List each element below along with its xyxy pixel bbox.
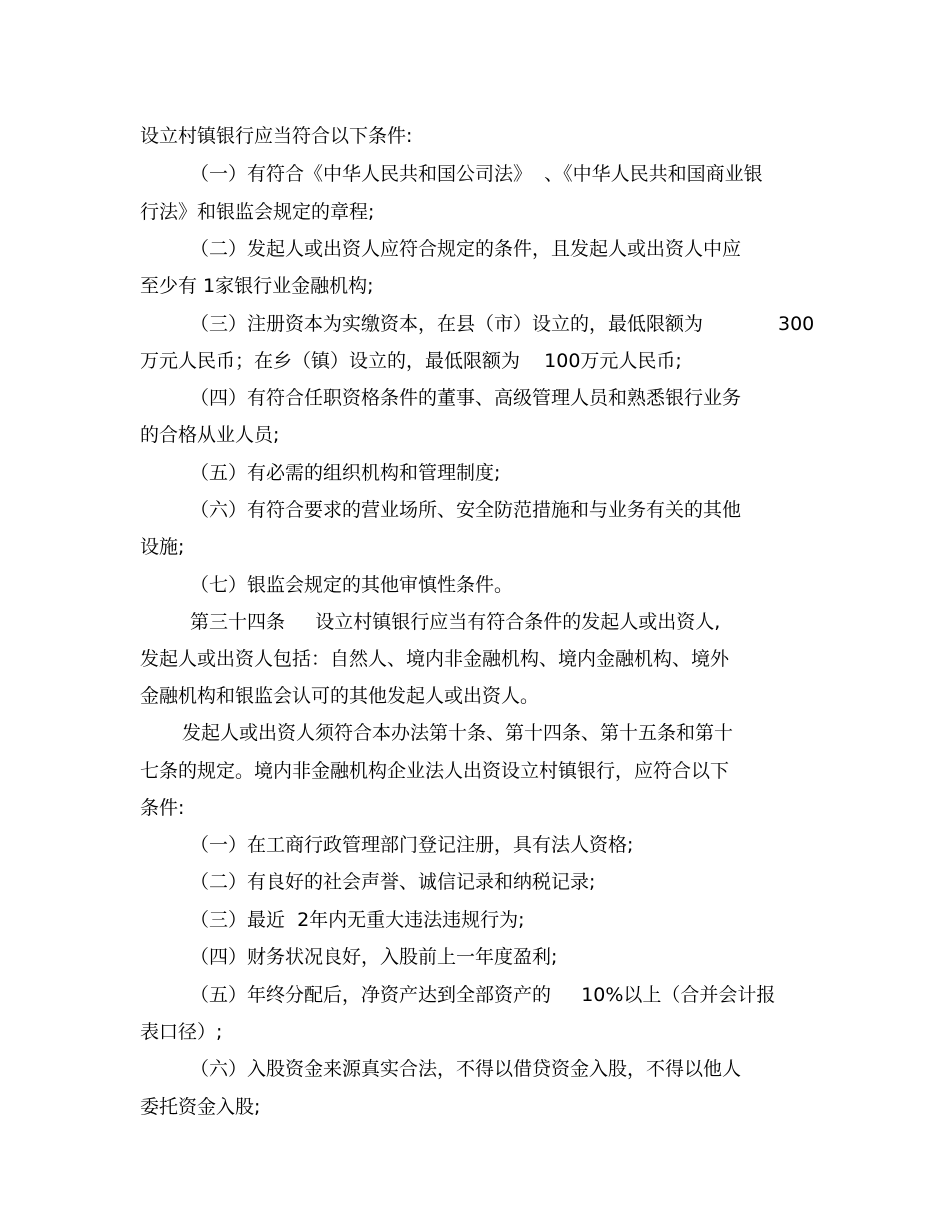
text-line: （三）最近 2年内无重大违法违规行为; <box>190 909 525 931</box>
text-line: （五）有必需的组织机构和管理制度; <box>190 462 501 484</box>
text-line: （二）有良好的社会声誉、诚信记录和纳税记录; <box>190 871 596 893</box>
text-line: 表口径）; <box>140 1021 223 1043</box>
text-line: 设立村镇银行应当符合以下条件: <box>140 125 413 147</box>
text-line: 委托资金入股; <box>140 1096 261 1118</box>
text-line: 设施; <box>140 536 185 558</box>
text-line: 第三十四条 设立村镇银行应当有符合条件的发起人或出资人, <box>190 611 721 633</box>
text-line: （七）银监会规定的其他审慎性条件。 <box>190 574 514 596</box>
text-line: （二）发起人或出资人应符合规定的条件，且发起人或出资人中应 <box>190 238 742 260</box>
text-fragment: 300 <box>778 313 815 335</box>
text-line: 发起人或出资人须符合本办法第十条、第十四条、第十五条和第十 <box>182 722 734 744</box>
text-line: （六）有符合要求的营业场所、安全防范措施和与业务有关的其他 <box>190 499 742 521</box>
text-line: （四）财务状况良好，入股前上一年度盈利; <box>190 946 558 968</box>
text-line: 发起人或出资人包括：自然人、境内非金融机构、境内金融机构、境外 <box>140 648 730 670</box>
text-line: 行法》和银监会规定的章程; <box>140 201 375 223</box>
text-line: （六）入股资金来源真实合法，不得以借贷资金入股，不得以他人 <box>190 1058 742 1080</box>
text-line: 的合格从业人员; <box>140 424 280 446</box>
text-line: （五）年终分配后，净资产达到全部资产的 10%以上（合并会计报 <box>190 984 776 1006</box>
text-line: 七条的规定。境内非金融机构企业法人出资设立村镇银行，应符合以下 <box>140 760 730 782</box>
text-line: 条件: <box>140 797 185 819</box>
text-line: 金融机构和银监会认可的其他发起人或出资人。 <box>140 685 540 707</box>
text-line: （一）有符合《中华人民共和国公司法》 、《中华人民共和国商业银 <box>190 163 763 185</box>
text-line: （三）注册资本为实缴资本，在县（市）设立的，最低限额为 <box>190 313 704 335</box>
text-line: 万元人民币；在乡（镇）设立的，最低限额为 100万元人民币; <box>140 350 682 372</box>
text-line: （一）在工商行政管理部门登记注册，具有法人资格; <box>190 834 634 856</box>
text-line: （四）有符合任职资格条件的董事、高级管理人员和熟悉银行业务 <box>190 387 742 409</box>
text-line: 至少有 1家银行业金融机构; <box>140 275 374 297</box>
